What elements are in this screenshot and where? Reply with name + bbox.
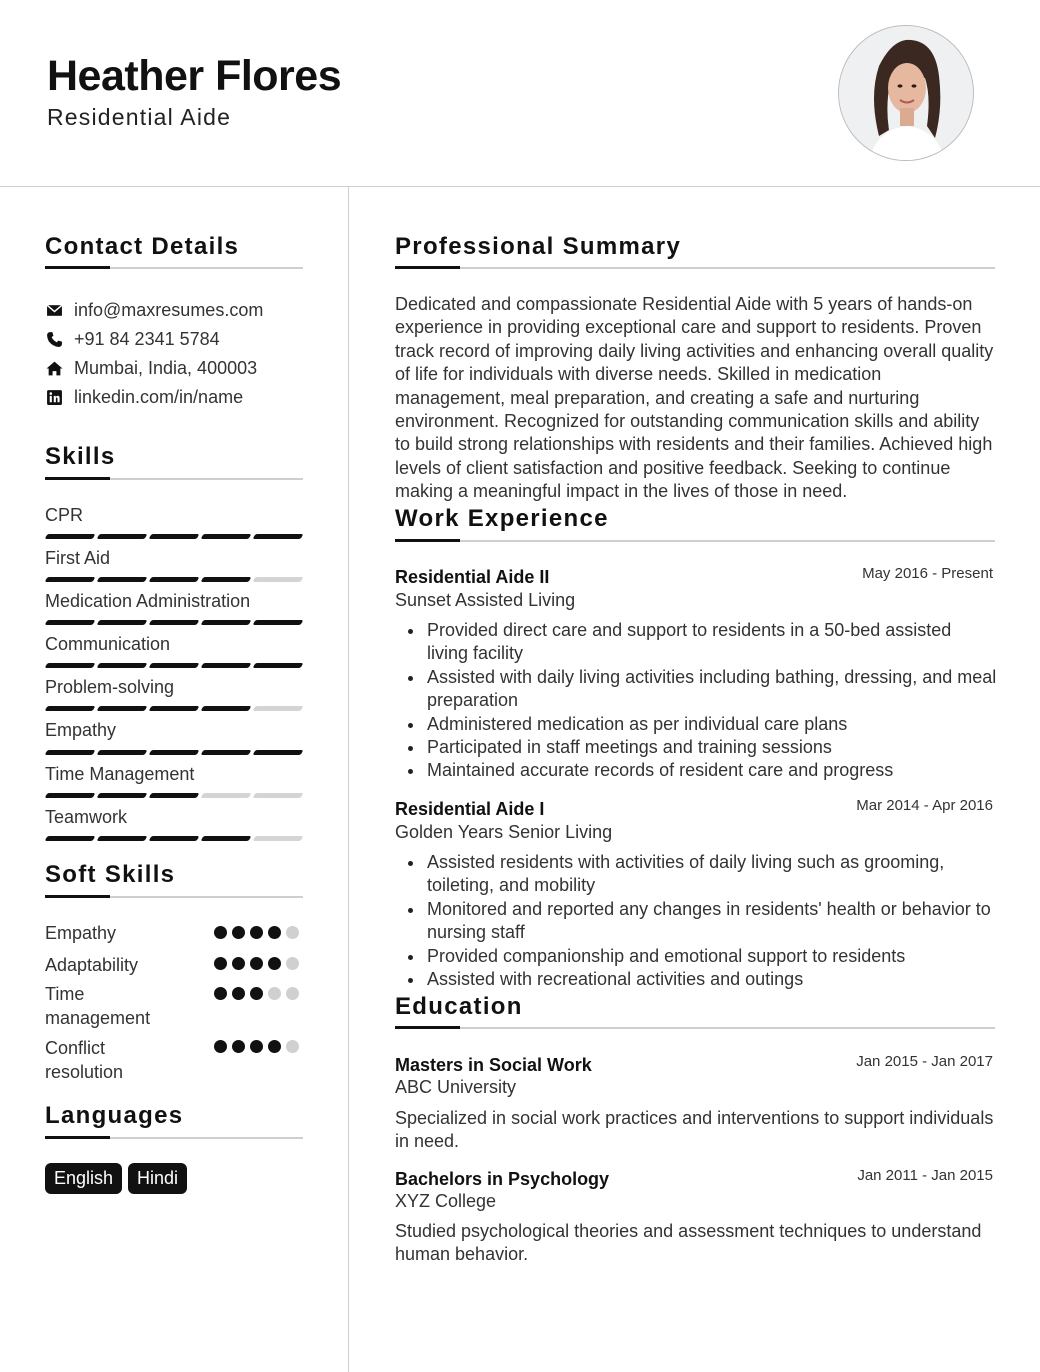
languages-section-title: Languages (45, 1102, 184, 1129)
skills-section-title: Skills (45, 443, 116, 470)
skill-level-segment (253, 663, 304, 668)
job-bullet: Maintained accurate records of resident care and progress (395, 759, 997, 782)
job-bullets (395, 851, 997, 991)
skill-level-bar (46, 836, 302, 841)
summary-section-title: Professional Summary (395, 233, 682, 260)
job-bullet: Monitored and reported any changes in residents' health or behavior to nursing staff (395, 898, 997, 945)
skill-level-segment (45, 663, 96, 668)
skill-level-segment (97, 534, 148, 539)
soft-skill-dot (286, 987, 299, 1000)
job-bullet: Participated in staff meetings and training sessions (395, 736, 997, 759)
column-divider (348, 187, 349, 1372)
contact-linkedin-text: linkedin.com/in/name (74, 386, 244, 407)
job-bullet: Assisted with recreational activities and outings (395, 968, 997, 991)
skill-level-segment (253, 750, 304, 755)
skill-level-segment (97, 706, 148, 711)
soft-skill-dot (250, 1040, 263, 1053)
school-name: XYZ College (395, 1191, 497, 1211)
contact-section-title: Contact Details (45, 233, 240, 260)
contact-phone[interactable] (45, 327, 220, 351)
education-section-rule (395, 1027, 995, 1029)
job-bullet: Assisted with daily living activities including bathing, dressing, and meal preparation (395, 666, 997, 713)
soft-skill-name: Time management (45, 984, 151, 1028)
skill-level-segment (149, 750, 200, 755)
language-tag-english: English (45, 1163, 122, 1194)
skill-level-segment (45, 836, 96, 841)
skill-level-segment (149, 534, 200, 539)
skill-level-segment (201, 577, 252, 582)
soft-skill-dot (250, 926, 263, 939)
soft-skill-dot (268, 987, 281, 1000)
job-bullet: Administered medication as per individual care plans (395, 713, 997, 736)
soft-skill-dot (214, 1040, 227, 1053)
home-icon (45, 359, 63, 377)
skill-name: Problem-solving (45, 677, 175, 697)
candidate-role: Residential Aide (47, 104, 232, 130)
skill-level-segment (253, 706, 304, 711)
skill-name: Medication Administration (45, 591, 251, 611)
skill-level-bar (46, 534, 302, 539)
job-title: Residential Aide II (395, 567, 550, 587)
resume-header (0, 0, 1040, 187)
skill-name: Communication (45, 634, 171, 654)
skill-level-segment (201, 663, 252, 668)
contact-section-rule (45, 267, 303, 269)
soft-skill-name: Conflict resolution (45, 1038, 124, 1082)
skill-name: Teamwork (45, 807, 128, 827)
job-bullet: Provided companionship and emotional support to residents (395, 945, 997, 968)
summary-section-rule (395, 267, 995, 269)
soft-skill-dots (214, 926, 304, 939)
skill-level-bar (46, 706, 302, 711)
soft-skill-dots (214, 957, 304, 970)
job-bullets (395, 619, 997, 783)
skill-level-segment (149, 793, 200, 798)
soft-skill-dots (214, 987, 304, 1000)
skill-level-segment (149, 663, 200, 668)
degree-date: Jan 2015 - Jan 2017 (856, 1053, 993, 1070)
skill-level-segment (253, 577, 304, 582)
soft-skills-section-rule (45, 896, 303, 898)
candidate-name: Heather Flores (47, 52, 342, 100)
skill-level-segment (149, 706, 200, 711)
skill-level-segment (45, 750, 96, 755)
soft-skill-dot (232, 987, 245, 1000)
job-organization: Sunset Assisted Living (395, 590, 576, 610)
degree-description: Specialized in social work practices and interventions to support individuals in need. (395, 1108, 994, 1152)
skill-level-segment (149, 620, 200, 625)
skill-name: Empathy (45, 720, 117, 740)
skill-level-segment (45, 620, 96, 625)
soft-skill-name: Adaptability (45, 955, 139, 975)
skill-level-segment (253, 793, 304, 798)
soft-skill-dot (286, 926, 299, 939)
education-section-title: Education (395, 993, 523, 1020)
skill-level-segment (97, 620, 148, 625)
language-tag-hindi: Hindi (128, 1163, 187, 1194)
skill-level-segment (253, 620, 304, 625)
soft-skill-dot (214, 926, 227, 939)
soft-skill-dot (286, 957, 299, 970)
soft-skill-dot (250, 987, 263, 1000)
job-date: Mar 2014 - Apr 2016 (856, 797, 993, 814)
envelope-icon (45, 301, 63, 319)
skill-level-segment (149, 577, 200, 582)
profile-photo (838, 25, 974, 161)
skill-level-bar (46, 663, 302, 668)
contact-email-text: info@maxresumes.com (74, 299, 264, 320)
skill-level-bar (46, 577, 302, 582)
contact-linkedin[interactable] (45, 385, 243, 409)
skill-level-segment (97, 577, 148, 582)
skill-level-segment (97, 836, 148, 841)
soft-skill-dots (214, 1040, 304, 1053)
soft-skill-dot (214, 987, 227, 1000)
soft-skill-dot (268, 926, 281, 939)
summary-text: Dedicated and compassionate Residential Aide with 5 years of hands-on experience in providing exceptional care and support to residents. Proven track record of improving daily living activities and enhancing overall quality of life for individuals with diverse needs. Skilled in medication management, meal preparation, and creating a safe and nurturing environment. Recognized for outstanding communication skills and ability to build strong relationships with residents and their families. Achieved high levels of client satisfaction and positive feedback. Seeking to continue making a meaningful impact in the lives of those in need. (395, 294, 994, 502)
skill-level-bar (46, 793, 302, 798)
soft-skill-name: Empathy (45, 923, 117, 943)
skill-level-segment (45, 706, 96, 711)
skill-level-segment (201, 706, 252, 711)
contact-email[interactable] (45, 298, 263, 322)
skill-level-segment (149, 836, 200, 841)
skills-section-rule (45, 478, 303, 480)
skill-level-segment (201, 620, 252, 625)
phone-icon (45, 330, 63, 348)
languages-section-rule (45, 1137, 303, 1139)
job-bullet: Assisted residents with activities of daily living such as grooming, toileting, and mobility (395, 851, 997, 898)
skill-level-segment (201, 534, 252, 539)
skill-level-segment (201, 793, 252, 798)
soft-skills-section-title: Soft Skills (45, 861, 176, 888)
soft-skill-dot (214, 957, 227, 970)
contact-address (45, 356, 257, 380)
contact-address-text: Mumbai, India, 400003 (74, 357, 258, 378)
work-section-title: Work Experience (395, 505, 609, 532)
skill-level-segment (97, 750, 148, 755)
job-title: Residential Aide I (395, 799, 545, 819)
degree-title: Bachelors in Psychology (395, 1169, 610, 1189)
skill-level-segment (45, 577, 96, 582)
skill-level-segment (45, 534, 96, 539)
skill-name: Time Management (45, 764, 195, 784)
skill-level-segment (97, 793, 148, 798)
linkedin-icon (45, 388, 63, 406)
work-section-rule (395, 540, 995, 542)
soft-skill-dot (232, 926, 245, 939)
skill-level-bar (46, 750, 302, 755)
degree-description: Studied psychological theories and assessment techniques to understand human behavior. (395, 1221, 982, 1265)
job-bullet: Provided direct care and support to residents in a 50-bed assisted living facility (395, 619, 997, 666)
soft-skill-dot (232, 957, 245, 970)
soft-skill-dot (268, 1040, 281, 1053)
skill-name: First Aid (45, 548, 111, 568)
soft-skill-dot (268, 957, 281, 970)
skill-name: CPR (45, 505, 84, 525)
soft-skill-dot (232, 1040, 245, 1053)
skill-level-bar (46, 620, 302, 625)
skill-level-segment (201, 836, 252, 841)
skill-level-segment (45, 793, 96, 798)
school-name: ABC University (395, 1077, 517, 1097)
degree-title: Masters in Social Work (395, 1055, 592, 1075)
job-organization: Golden Years Senior Living (395, 822, 613, 842)
degree-date: Jan 2011 - Jan 2015 (857, 1167, 993, 1184)
skill-level-segment (253, 534, 304, 539)
soft-skill-dot (286, 1040, 299, 1053)
skill-level-segment (97, 663, 148, 668)
skill-level-segment (253, 836, 304, 841)
contact-phone-text: +91 84 2341 5784 (74, 328, 220, 349)
soft-skill-dot (250, 957, 263, 970)
job-date: May 2016 - Present (862, 565, 993, 582)
skill-level-segment (201, 750, 252, 755)
